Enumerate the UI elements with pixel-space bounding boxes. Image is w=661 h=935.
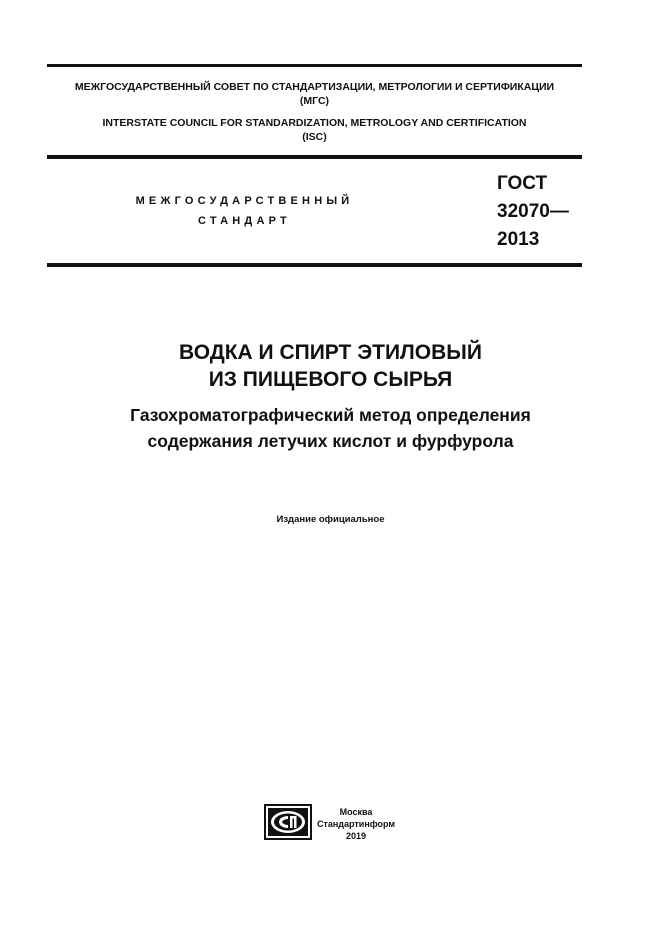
- gost-number: 32070—: [497, 201, 569, 222]
- edition-label: Издание официальное: [276, 514, 385, 525]
- publication-year: 2019: [345, 831, 367, 841]
- council-en-abbr: (ISC): [302, 131, 327, 143]
- publisher-city: Москва: [339, 807, 373, 817]
- gost-prefix: ГОСТ: [497, 173, 548, 194]
- subtitle-line2: содержания летучих кислот и фурфурола: [147, 431, 514, 451]
- middle-rule: [47, 155, 582, 159]
- council-en-line: INTERSTATE COUNCIL FOR STANDARDIZATION, METROLOGY AND CERTIFICATION: [102, 117, 527, 129]
- title-line1: ВОДКА И СПИРТ ЭТИЛОВЫЙ: [179, 341, 482, 364]
- council-name-ru: [47, 80, 582, 108]
- bottom-rule: [47, 263, 582, 267]
- document-subtitle: [0, 402, 661, 454]
- standard-kind-line1: МЕЖГОСУДАРСТВЕННЫЙ: [135, 195, 354, 207]
- council-ru-line: МЕЖГОСУДАРСТВЕННЫЙ СОВЕТ ПО СТАНДАРТИЗАЦИИ, МЕТРОЛОГИИ И СЕРТИФИКАЦИИ: [74, 81, 555, 93]
- gost-year: 2013: [497, 229, 540, 250]
- document-title: [0, 339, 661, 393]
- top-rule: [47, 64, 582, 67]
- publisher-info: [300, 806, 412, 842]
- council-name-en: [47, 116, 582, 144]
- title-line2: ИЗ ПИЩЕВОГО СЫРЬЯ: [208, 368, 453, 391]
- publisher-name: Стандартинформ: [316, 819, 396, 829]
- subtitle-line1: Газохроматографический метод определения: [130, 405, 531, 425]
- gost-designation: [497, 170, 569, 254]
- standard-kind-line2: СТАНДАРТ: [198, 215, 291, 227]
- standard-kind: [47, 191, 442, 231]
- council-ru-abbr: (МГС): [299, 95, 330, 107]
